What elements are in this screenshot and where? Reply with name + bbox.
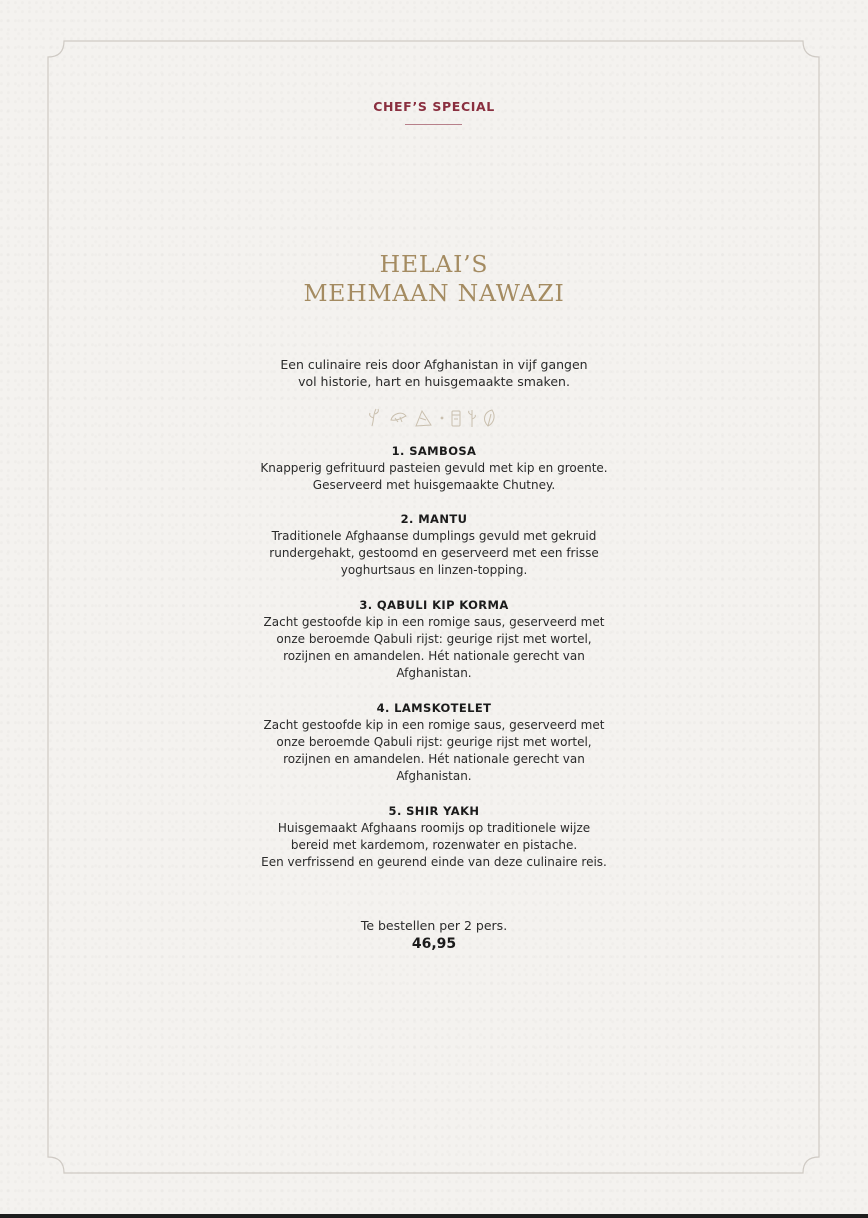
leaf-icon <box>485 410 495 426</box>
course-description-line: Zacht gestoofde kip in een romige saus, geserveerd met <box>263 718 605 732</box>
course-title: 4. LAMSKOTELET <box>376 701 492 715</box>
intro-line-1: Een culinaire reis door Afghanistan in vijf gangen <box>280 357 588 372</box>
course-description-line: Traditionele Afghaanse dumplings gevuld met gekruid <box>271 529 597 543</box>
course-description-line: rozijnen en amandelen. Hét nationale gerecht van <box>283 649 585 663</box>
grain-stalk-icon <box>469 410 476 427</box>
wheat-sprig-icon <box>370 409 379 426</box>
course-item <box>0 700 868 785</box>
course-item <box>0 511 868 579</box>
separator-dot-icon <box>441 417 444 420</box>
menu-title <box>0 250 868 308</box>
course-title: 3. QABULI KIP KORMA <box>359 598 509 612</box>
food-icons-ornament <box>364 406 504 430</box>
course-item <box>0 803 868 871</box>
course-description-line: Geserveerd met huisgemaakte Chutney. <box>312 478 556 492</box>
course-title: 5. SHIR YAKH <box>388 804 480 818</box>
course-description-line: Een verfrissend en geurend einde van deze culinaire reis. <box>261 855 607 869</box>
dumpling-icon <box>391 413 406 422</box>
kicker-underline <box>405 124 462 125</box>
intro-line-2: vol historie, hart en huisgemaakte smaken. <box>298 374 570 389</box>
course-description-line: bereid met kardemom, rozenwater en pistache. <box>290 838 578 852</box>
course-description-line: Knapperig gefrituurd pasteien gevuld met kip en groente. <box>260 461 608 475</box>
samosa-icon <box>416 411 431 426</box>
course-title: 2. MANTU <box>400 512 468 526</box>
menu-price: 46,95 <box>411 936 457 952</box>
course-description-line: rundergehakt, gestoomd en geserveerd met een frisse <box>269 546 599 560</box>
menu-title-line-1: HELAI’S <box>379 250 489 278</box>
course-description-line: Huisgemaakt Afghaans roomijs op traditionele wijze <box>277 821 591 835</box>
course-description-line: yoghurtsaus en linzen-topping. <box>340 563 528 577</box>
chefs-special-label: CHEF’S SPECIAL <box>373 99 495 114</box>
course-description-line: Afghanistan. <box>396 769 472 783</box>
course-title: 1. SAMBOSA <box>391 444 477 458</box>
page-bottom-edge <box>0 1214 868 1218</box>
spice-jar-icon <box>452 411 460 426</box>
course-description-line: Afghanistan. <box>396 666 472 680</box>
order-note: Te bestellen per 2 pers. <box>360 918 508 933</box>
course-description-line: rozijnen en amandelen. Hét nationale gerecht van <box>283 752 585 766</box>
course-description-line: onze beroemde Qabuli rijst: geurige rijst met wortel, <box>276 735 592 749</box>
intro-text <box>0 356 868 390</box>
menu-title-line-2: MEHMAAN NAWAZI <box>303 279 565 307</box>
course-item <box>0 597 868 682</box>
course-item <box>0 443 868 494</box>
course-description-line: onze beroemde Qabuli rijst: geurige rijst met wortel, <box>276 632 592 646</box>
course-description-line: Zacht gestoofde kip in een romige saus, geserveerd met <box>263 615 605 629</box>
